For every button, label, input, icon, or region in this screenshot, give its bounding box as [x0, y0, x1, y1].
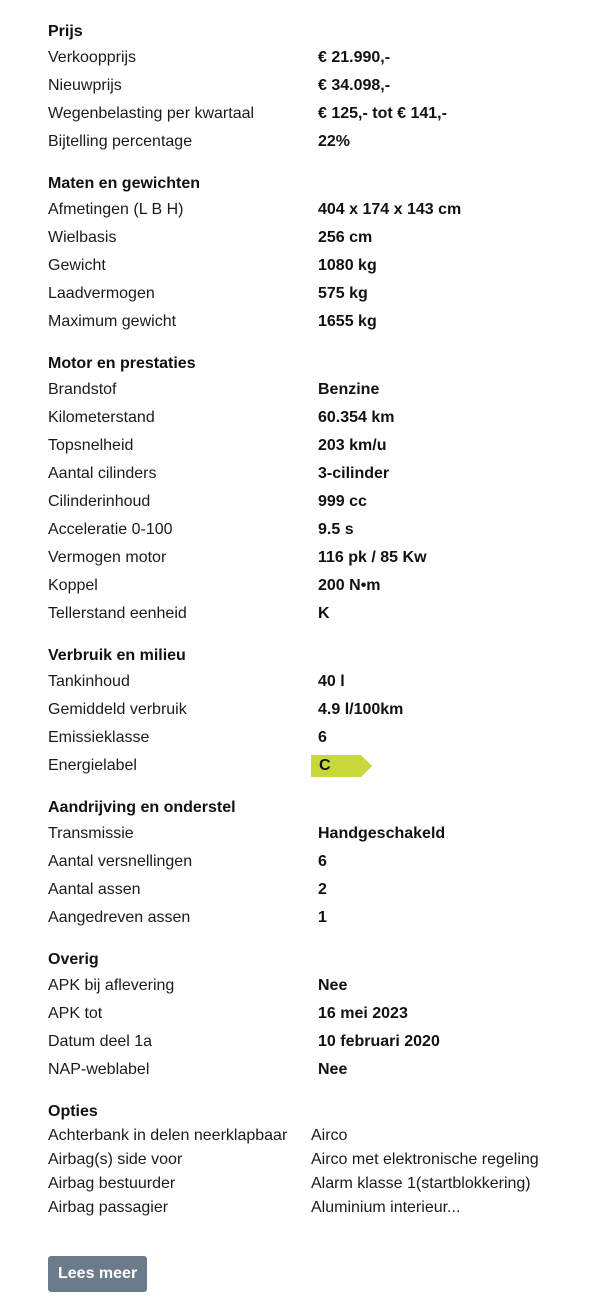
spec-value: 3-cilinder	[318, 465, 390, 482]
spec-value: 575 kg	[318, 285, 368, 302]
options-grid	[48, 1124, 606, 1220]
spec-label: Aangedreven assen	[48, 909, 191, 926]
spec-value: 60.354 km	[318, 409, 395, 426]
option-item: Airbag(s) side voor	[48, 1151, 183, 1168]
option-item: Aluminium interieur...	[311, 1199, 461, 1216]
spec-label: Gewicht	[48, 257, 106, 274]
spec-row	[48, 1028, 606, 1056]
spec-value: 1655 kg	[318, 313, 377, 330]
spec-value: 1	[318, 909, 327, 926]
spec-label: Verkoopprijs	[48, 49, 137, 66]
spec-row	[48, 308, 606, 336]
spec-label: Aantal assen	[48, 881, 141, 898]
spec-section	[48, 172, 606, 336]
spec-value: 203 km/u	[318, 437, 387, 454]
spec-row	[48, 488, 606, 516]
options-section	[48, 1100, 606, 1220]
energy-label-badge: C	[311, 755, 361, 777]
spec-label: Aantal cilinders	[48, 465, 157, 482]
spec-value: 116 pk / 85 Kw	[318, 549, 427, 566]
spec-value: 16 mei 2023	[318, 1005, 408, 1022]
spec-label: Brandstof	[48, 381, 117, 398]
spec-label: Vermogen motor	[48, 549, 167, 566]
section-title: Motor en prestaties	[48, 355, 196, 372]
option-item: Achterbank in delen neerklapbaar	[48, 1127, 288, 1144]
spec-row	[48, 544, 606, 572]
spec-label: APK tot	[48, 1005, 103, 1022]
section-title: Aandrijving en onderstel	[48, 799, 236, 816]
spec-value: 200 N•m	[318, 577, 381, 594]
section-title: Prijs	[48, 23, 83, 40]
spec-label: Transmissie	[48, 825, 134, 842]
spec-value: 10 februari 2020	[318, 1033, 440, 1050]
option-item: Airbag passagier	[48, 1199, 169, 1216]
option-item: Airbag bestuurder	[48, 1175, 176, 1192]
spec-label: Datum deel 1a	[48, 1033, 153, 1050]
option-item: Airco	[311, 1127, 348, 1144]
spec-row	[48, 1000, 606, 1028]
spec-value: 6	[318, 853, 327, 870]
spec-row	[48, 848, 606, 876]
spec-row	[48, 904, 606, 932]
spec-section	[48, 20, 606, 156]
spec-row	[48, 224, 606, 252]
spec-row	[48, 376, 606, 404]
spec-label: Wielbasis	[48, 229, 117, 246]
spec-label: Aantal versnellingen	[48, 853, 193, 870]
spec-value: Benzine	[318, 381, 380, 398]
spec-section	[48, 948, 606, 1084]
spec-row	[48, 876, 606, 904]
spec-row	[48, 280, 606, 308]
section-title-options: Opties	[48, 1103, 98, 1120]
spec-value: Nee	[318, 1061, 348, 1078]
read-more-button[interactable]: Lees meer	[48, 1256, 147, 1292]
spec-label: APK bij aflevering	[48, 977, 175, 994]
spec-row	[48, 820, 606, 848]
spec-row	[48, 1056, 606, 1084]
spec-label: Afmetingen (L B H)	[48, 201, 184, 218]
spec-value: 4.9 l/100km	[318, 701, 404, 718]
spec-row	[48, 516, 606, 544]
spec-label: Kilometerstand	[48, 409, 155, 426]
spec-section	[48, 796, 606, 932]
spec-value: € 34.098,-	[318, 77, 391, 94]
spec-row	[48, 696, 606, 724]
spec-label: Maximum gewicht	[48, 313, 177, 330]
spec-value: 9.5 s	[318, 521, 354, 538]
spec-label: Tankinhoud	[48, 673, 130, 690]
spec-row	[48, 460, 606, 488]
spec-section	[48, 352, 606, 628]
spec-row	[48, 572, 606, 600]
spec-label: Cilinderinhoud	[48, 493, 151, 510]
spec-row	[48, 252, 606, 280]
spec-value: € 125,- tot € 141,-	[318, 105, 447, 122]
spec-value: K	[318, 605, 330, 622]
spec-label: Emissieklasse	[48, 729, 150, 746]
spec-label: Tellerstand eenheid	[48, 605, 187, 622]
spec-value: 2	[318, 881, 327, 898]
spec-row	[48, 128, 606, 156]
spec-value: € 21.990,-	[318, 49, 391, 66]
spec-label: Laadvermogen	[48, 285, 155, 302]
section-title: Verbruik en milieu	[48, 647, 186, 664]
spec-value: 1080 kg	[318, 257, 377, 274]
spec-label: NAP-weblabel	[48, 1061, 150, 1078]
option-item: Alarm klasse 1(startblokkering)	[311, 1175, 531, 1192]
spec-row	[48, 668, 606, 696]
spec-row	[48, 724, 606, 752]
spec-label: Gemiddeld verbruik	[48, 701, 187, 718]
spec-value	[318, 755, 361, 777]
spec-value: Handgeschakeld	[318, 825, 446, 842]
spec-value: 256 cm	[318, 229, 373, 246]
spec-label: Koppel	[48, 577, 98, 594]
spec-row	[48, 100, 606, 128]
spec-label: Acceleratie 0-100	[48, 521, 173, 538]
spec-value: 22%	[318, 133, 351, 150]
spec-row	[48, 72, 606, 100]
spec-row	[48, 432, 606, 460]
spec-value: 6	[318, 729, 327, 746]
spec-value: 40 l	[318, 673, 345, 690]
spec-row	[48, 972, 606, 1000]
spec-value: 999 cc	[318, 493, 367, 510]
spec-sections	[48, 20, 606, 1084]
spec-label: Energielabel	[48, 757, 137, 774]
spec-value: Nee	[318, 977, 348, 994]
spec-row	[48, 752, 606, 780]
spec-row	[48, 44, 606, 72]
spec-section	[48, 644, 606, 780]
spec-row	[48, 404, 606, 432]
section-title: Maten en gewichten	[48, 175, 201, 192]
spec-label: Nieuwprijs	[48, 77, 122, 94]
spec-row	[48, 600, 606, 628]
spec-row	[48, 196, 606, 224]
spec-value: 404 x 174 x 143 cm	[318, 201, 462, 218]
spec-label: Topsnelheid	[48, 437, 134, 454]
spec-label: Wegenbelasting per kwartaal	[48, 105, 255, 122]
option-item: Airco met elektronische regeling	[311, 1151, 539, 1168]
spec-label: Bijtelling percentage	[48, 133, 193, 150]
section-title: Overig	[48, 951, 99, 968]
